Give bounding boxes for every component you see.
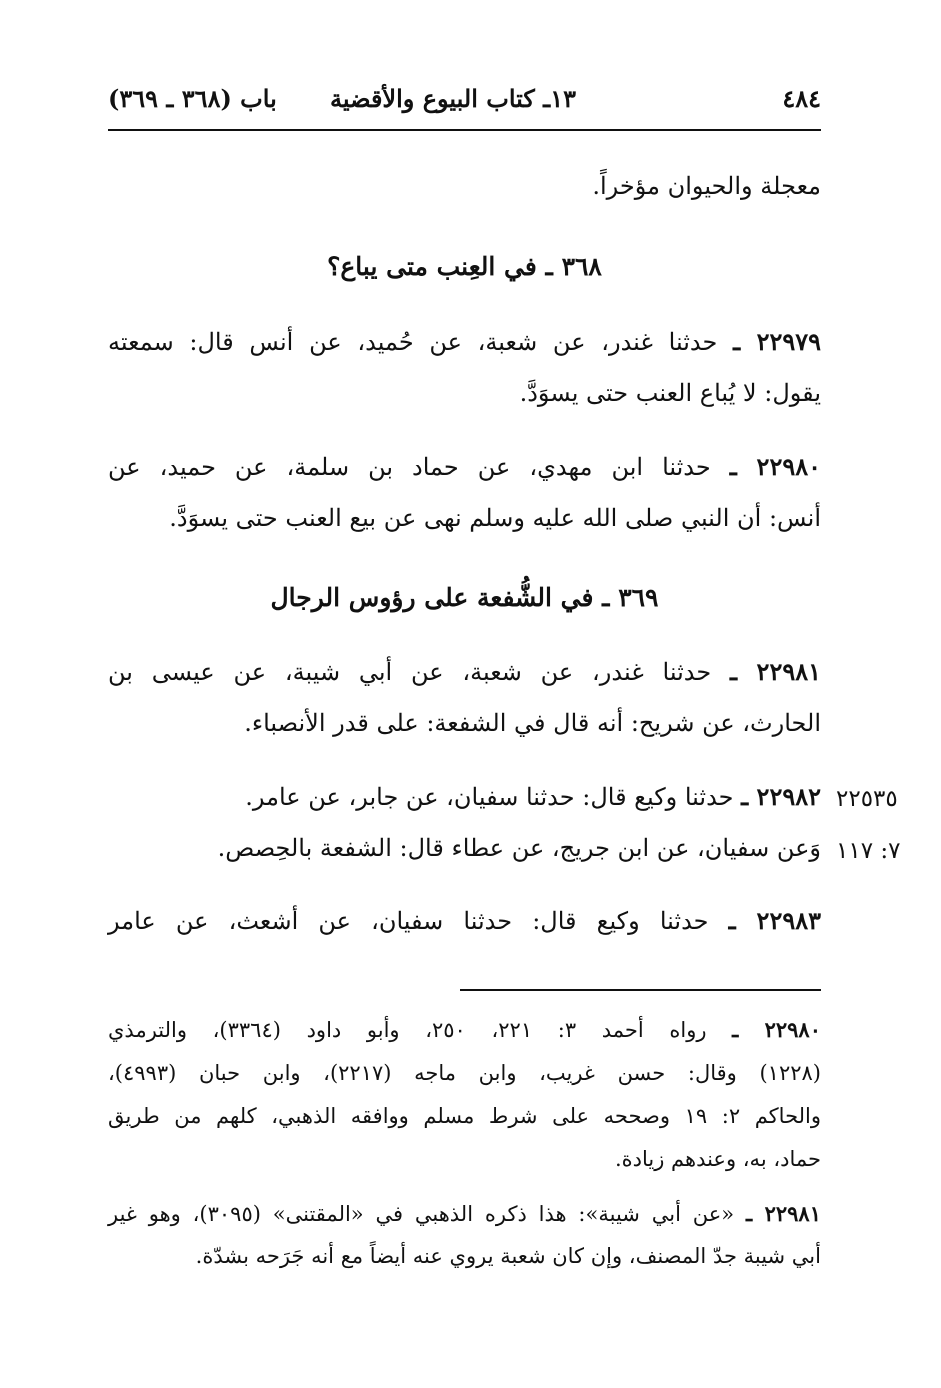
hadith-text: حدثنا غندر، عن شعبة، عن حُميد، عن أنس قال: سمعته bbox=[108, 328, 718, 356]
hadith-number: ٢٢٩٨٣ ـ bbox=[728, 906, 821, 935]
footnote-line: والحاكم ٢: ١٩ وصححه على شرط مسلم ووافقه الذهبي، كلهم من طريق bbox=[108, 1104, 821, 1128]
header-rule bbox=[108, 129, 821, 131]
hadith-line bbox=[108, 906, 821, 935]
hadith-line bbox=[108, 327, 821, 356]
section-heading: ٣٦٩ ـ في الشُّفعة على رؤوس الرجال bbox=[270, 583, 659, 612]
hadith-number: ٢٢٩٧٩ ـ bbox=[733, 327, 822, 356]
hadith-number: ٢٢٩٨٢ ـ bbox=[741, 782, 821, 811]
hadith-line bbox=[108, 782, 821, 811]
margin-note: ٧: ١١٧ bbox=[836, 838, 901, 864]
page-number: ٤٨٤ bbox=[782, 84, 821, 113]
hadith-text: حدثنا ابن مهدي، عن حماد بن سلمة، عن حميد، عن bbox=[108, 453, 711, 481]
section-heading: ٣٦٨ ـ في العِنب متى يباع؟ bbox=[327, 252, 602, 281]
footnote-line bbox=[108, 1201, 821, 1226]
hadith-line bbox=[108, 452, 821, 481]
footnote-line bbox=[108, 1017, 821, 1042]
hadith-line: الحارث، عن شريح: أنه قال في الشفعة: على قدر الأنصباء. bbox=[244, 709, 821, 737]
hadith-text: حدثنا غندر، عن شعبة، عن أبي شيبة، عن عيسى بن bbox=[108, 658, 712, 686]
hadith-line: أنس: أن النبي صلى الله عليه وسلم نهى عن بيع العنب حتى يسوَدَّ. bbox=[169, 504, 821, 532]
hadith-line bbox=[108, 657, 821, 686]
footnote-text: رواه أحمد ٣: ٢٢١، ٢٥٠، وأبو داود (٣٣٦٤)، والترمذي bbox=[108, 1018, 707, 1042]
hadith-text: حدثنا وكيع قال: حدثنا سفيان، عن جابر، عن عامر. bbox=[245, 783, 734, 811]
hadith-text: حدثنا وكيع قال: حدثنا سفيان، عن أشعث، عن عامر bbox=[108, 907, 709, 935]
footnote-number: ٢٢٩٨١ ـ bbox=[745, 1201, 821, 1226]
hadith-number: ٢٢٩٨٠ ـ bbox=[729, 452, 821, 481]
footnote-rule bbox=[460, 989, 821, 991]
margin-note: ٢٢٥٣٥ bbox=[836, 786, 898, 812]
book-title: ١٣ـ كتاب البيوع والأقضية bbox=[330, 84, 576, 113]
footnote-text: «عن أبي شيبة»: هذا ذكره الذهبي في «المقتنى» (٣٠٩٥)، وهو غير bbox=[108, 1202, 735, 1226]
hadith-number: ٢٢٩٨١ ـ bbox=[730, 657, 821, 686]
footnote-line: أبي شيبة جدّ المصنف، وإن كان شعبة يروي عنه أيضاً مع أنه جَرَحه بشدّة. bbox=[195, 1244, 821, 1268]
footnote-number: ٢٢٩٨٠ ـ bbox=[732, 1017, 821, 1042]
hadith-line: وَعن سفيان، عن ابن جريج، عن عطاء قال: الشفعة بالحِصص. bbox=[217, 834, 821, 862]
footnote-line: حماد، به، وعندهم زيادة. bbox=[614, 1147, 821, 1171]
hadith-line: يقول: لا يُباع العنب حتى يسوَدَّ. bbox=[519, 379, 821, 407]
footnote-line: (١٢٢٨) وقال: حسن غريب، وابن ماجه (٢٢١٧)، وابن حبان (٤٩٩٣)، bbox=[108, 1061, 821, 1085]
running-header bbox=[108, 84, 821, 124]
chapter-range: باب (٣٦٨ ـ ٣٦٩) bbox=[108, 84, 277, 113]
continuation-line: معجلة والحيوان مؤخراً. bbox=[592, 172, 821, 200]
